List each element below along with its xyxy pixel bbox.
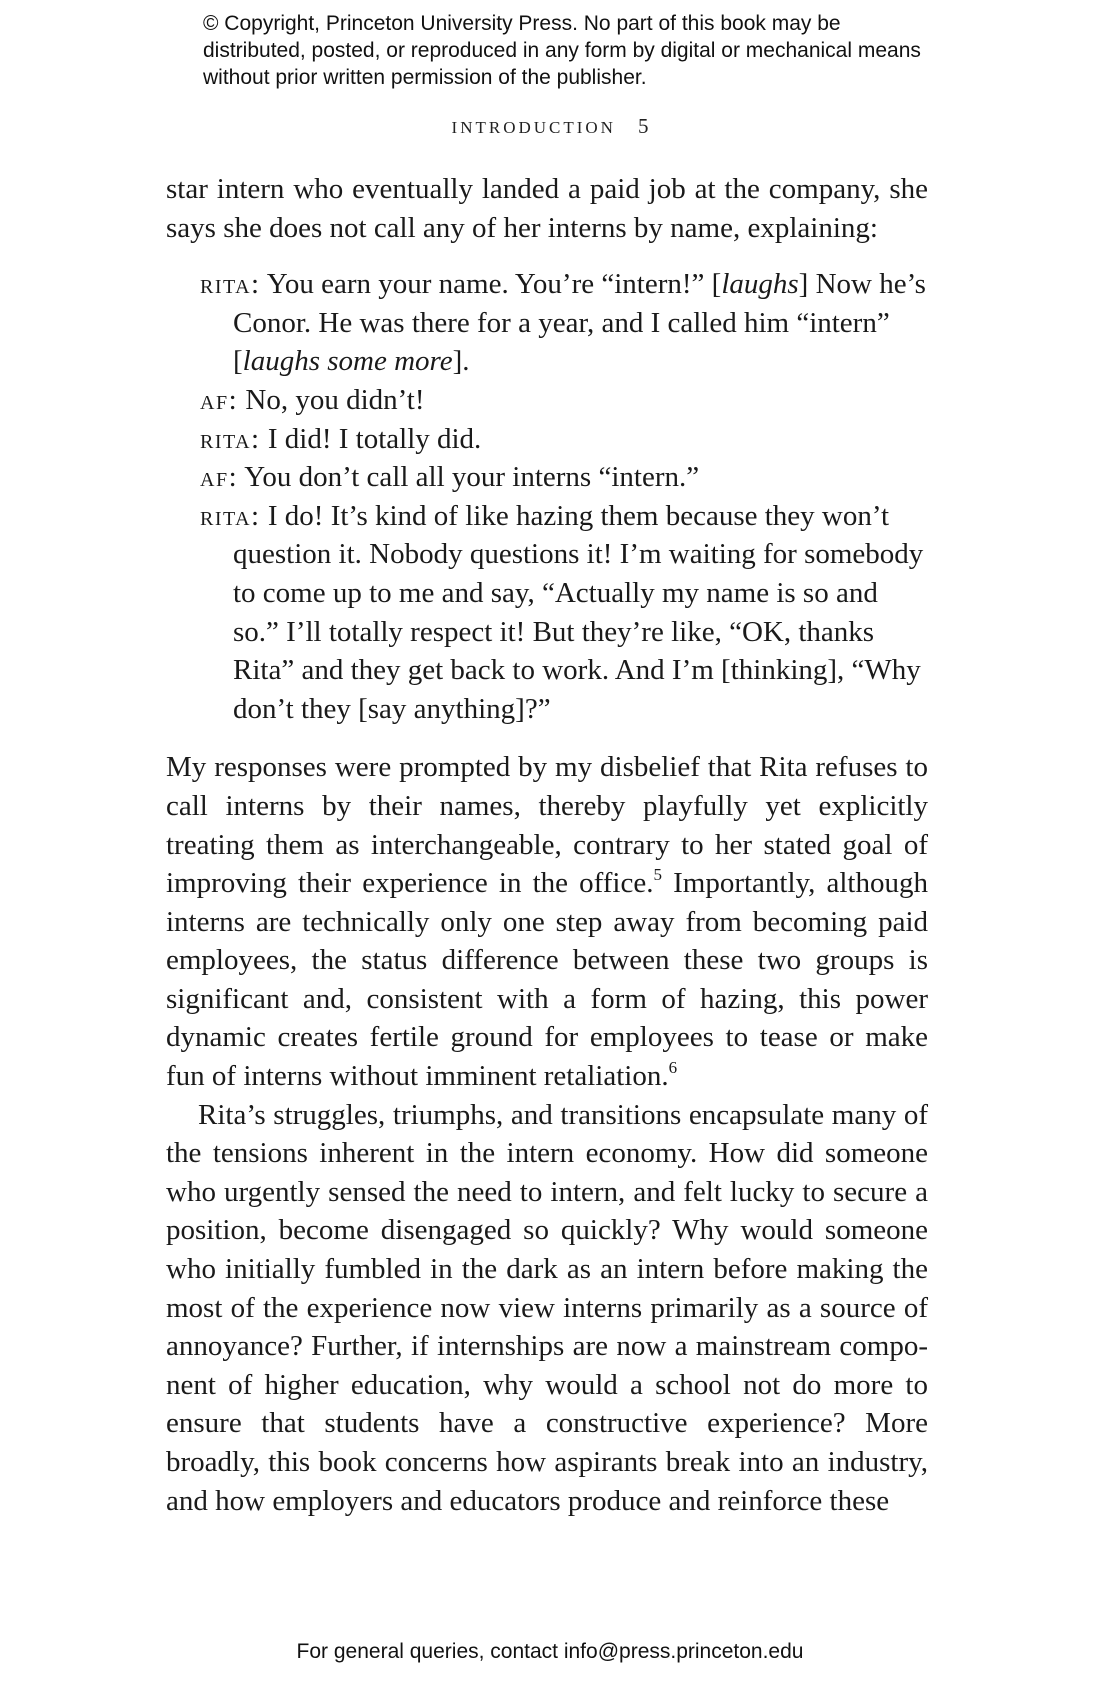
turn-text: I did! I totally did.	[260, 422, 482, 455]
speaker-label: af:	[200, 383, 239, 416]
turn-text: You earn your name. You’re “intern!” [	[260, 268, 722, 301]
footer-contact: For general queries, contact info@press.princeton.edu	[296, 1640, 804, 1663]
page-body	[166, 170, 928, 1520]
paragraph-text: My responses were prompted by my disbelief that Rita refuses to call interns by their names, thereby playfully yet explicitly treating them as interchangeable, contrary to her stated goal of improving their experience in the office.	[166, 751, 928, 900]
dialogue-turn	[200, 497, 928, 729]
opening-paragraph: star intern who eventually landed a paid job at the company, she says she does not call any of her interns by name, explaining:	[166, 173, 928, 244]
turn-text: ] Now he’s Conor. He was there for a year, and I called him “intern” [	[233, 268, 926, 378]
interview-dialogue	[200, 265, 928, 728]
paragraph-text: Importantly, although interns are technically only one step away from becoming paid employees, the status difference between these two groups is significant and, consistent with a form of hazing, this power dynamic creates fertile ground for employees to tease or make fun of interns without imminent retaliation.	[166, 867, 928, 1093]
turn-text: No, you didn’t!	[238, 383, 425, 416]
body-paragraph: Rita’s struggles, triumphs, and transitions encapsulate many of the tensions inherent in the intern economy. How did someone who urgently sensed the need to intern, and felt lucky to secure a position, become disengaged so quickly? Why would someone who initially fumbled in the dark as an intern before making the most of the experience now view interns primarily as a source of annoyance? Further, if internships are now a mainstream component of higher education, why would a school not do more to ensure that students have a constructive experience? More broadly, this book concerns how aspirants break into an industry, and how employers and educators produce and reinforce these	[166, 1098, 928, 1517]
dialogue-turn	[200, 381, 928, 420]
footnote-ref[interactable]: 6	[668, 1058, 678, 1078]
speaker-label: rita:	[200, 499, 261, 532]
dialogue-turn	[200, 265, 928, 381]
chapter-title: INTRODUCTION	[451, 118, 616, 137]
page-number: 5	[637, 114, 649, 138]
copyright-notice: © Copyright, Princeton University Press. No part of this book may be distributed, posted, or reproduced in any form by digital or mechanical means without prior written permission of the publisher.	[203, 12, 921, 89]
dialogue-turn	[200, 420, 928, 459]
turn-text: You don’t call all your interns “intern.”	[238, 461, 700, 494]
running-head	[0, 114, 1100, 139]
footnote-ref[interactable]: 5	[653, 865, 662, 885]
speaker-label: af:	[200, 461, 239, 494]
stage-direction: laughs	[721, 268, 799, 301]
body-paragraph	[166, 748, 928, 1095]
dialogue-turn	[200, 458, 928, 497]
turn-text: I do! It’s kind of like hazing them because they won’t question it. Nobody questions it! I’m waiting for somebody to come up to me and say, “Actually my name is so and so.” I’ll totally respect it! But they’re like, “OK, thanks Rita” and they get back to work. And I’m [thinking], “Why don’t they [say anything]?”	[233, 499, 924, 725]
speaker-label: rita:	[200, 268, 261, 301]
turn-text: ].	[452, 345, 470, 378]
stage-direction: laughs some more	[242, 345, 453, 378]
speaker-label: rita:	[200, 422, 261, 455]
